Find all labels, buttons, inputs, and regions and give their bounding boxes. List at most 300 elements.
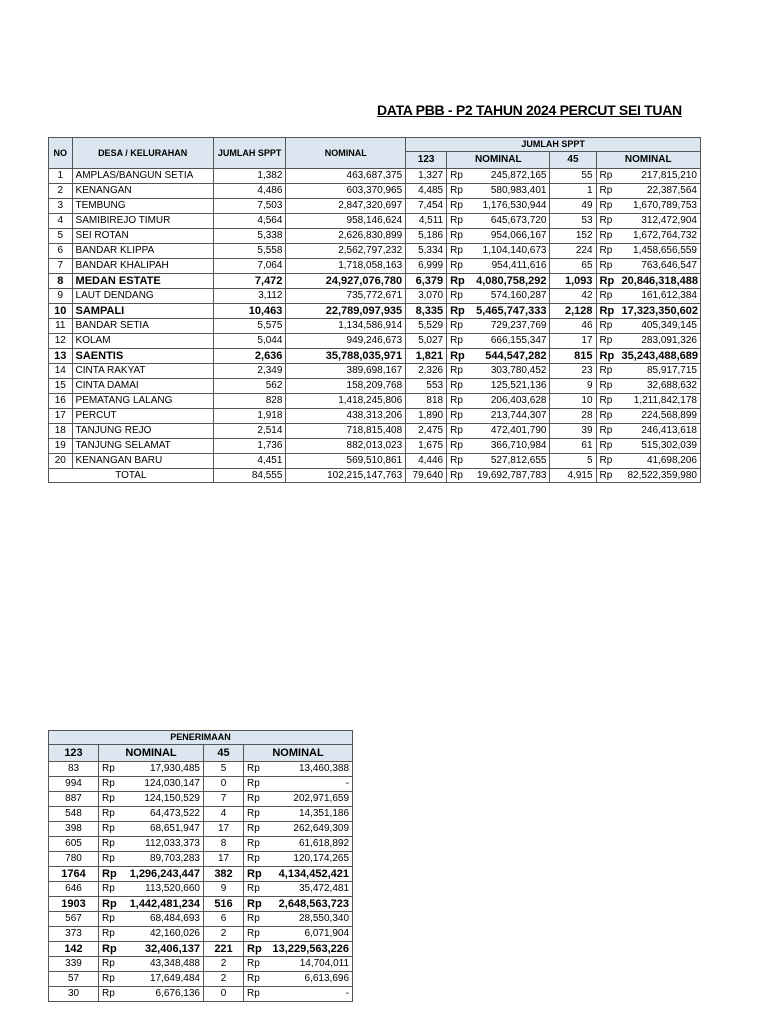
row-nominal-123: 113,520,660: [121, 882, 204, 897]
row-nominal-123: 6,676,136: [121, 987, 204, 1002]
table-row: [49, 214, 701, 229]
row-jumlah-sppt: 4,564: [213, 214, 286, 229]
table-row: [49, 927, 353, 942]
row-currency-45: Rp: [244, 927, 266, 942]
row-nominal-123: 64,473,522: [121, 807, 204, 822]
row-nominal-45: 13,460,388: [266, 762, 353, 777]
row-currency-45: Rp: [244, 837, 266, 852]
row-nominal-45: 32,688,632: [619, 379, 701, 394]
table-row: [49, 184, 701, 199]
row-nominal-45: 763,646,547: [619, 259, 701, 274]
row-desa: BANDAR SETIA: [72, 319, 213, 334]
row-count-123: 605: [49, 837, 99, 852]
row-currency-123: Rp: [99, 822, 121, 837]
row-nominal-45: 224,568,899: [619, 409, 701, 424]
row-currency-123: Rp: [447, 364, 470, 379]
table-row: [49, 259, 701, 274]
row-nominal-45: 161,612,384: [619, 289, 701, 304]
row-no: 5: [49, 229, 73, 244]
row-count-45: 516: [204, 897, 244, 912]
row-no: 15: [49, 379, 73, 394]
row-currency-123: Rp: [447, 334, 470, 349]
row-currency-123: Rp: [99, 942, 121, 957]
row-count-45: 815: [550, 349, 596, 364]
row-count-123: 1,675: [406, 439, 447, 454]
row-nominal-123: 17,930,485: [121, 762, 204, 777]
row-desa: SAMPALI: [72, 304, 213, 319]
table-row: [49, 882, 353, 897]
row-count-45: 49: [550, 199, 596, 214]
table-row: [49, 424, 701, 439]
row-nominal-123: 1,296,243,447: [121, 867, 204, 882]
table-row: [49, 394, 701, 409]
row-desa: KENANGAN: [72, 184, 213, 199]
row-nominal-123: 32,406,137: [121, 942, 204, 957]
row-no: 10: [49, 304, 73, 319]
row-nominal: 2,562,797,232: [286, 244, 406, 259]
row-nominal: 735,772,671: [286, 289, 406, 304]
row-currency-45: Rp: [596, 259, 619, 274]
row-jumlah-sppt: 4,451: [213, 454, 286, 469]
row-jumlah-sppt: 10,463: [213, 304, 286, 319]
header-123: 123: [406, 152, 447, 169]
row-no: 8: [49, 274, 73, 289]
row-count-45: 5: [550, 454, 596, 469]
row-currency-123: Rp: [447, 424, 470, 439]
row-desa: AMPLAS/BANGUN SETIA: [72, 169, 213, 184]
row-count-123: 1903: [49, 897, 99, 912]
header-nominal-45: NOMINAL: [596, 152, 700, 169]
row-currency-123: Rp: [447, 199, 470, 214]
row-jumlah-sppt: 5,338: [213, 229, 286, 244]
row-currency-45: Rp: [596, 349, 619, 364]
row-no: 20: [49, 454, 73, 469]
row-nominal: 438,313,206: [286, 409, 406, 424]
row-nominal: 1,418,245,806: [286, 394, 406, 409]
row-count-45: 152: [550, 229, 596, 244]
header-nominal-123: NOMINAL: [447, 152, 550, 169]
row-nominal-45: 28,550,340: [266, 912, 353, 927]
row-count-123: 4,446: [406, 454, 447, 469]
row-count-45: 28: [550, 409, 596, 424]
table-row: [49, 852, 353, 867]
row-count-123: 339: [49, 957, 99, 972]
row-nominal-123: 112,033,373: [121, 837, 204, 852]
row-nominal: 22,789,097,935: [286, 304, 406, 319]
header-jumlah-sppt: JUMLAH SPPT: [213, 138, 286, 169]
header-no: NO: [49, 138, 73, 169]
table-row: [49, 334, 701, 349]
row-count-45: 9: [550, 379, 596, 394]
row-count-123: 818: [406, 394, 447, 409]
row-jumlah-sppt: 2,349: [213, 364, 286, 379]
row-nominal-123: 366,710,984: [469, 439, 550, 454]
row-nominal-123: 1,176,530,944: [469, 199, 550, 214]
row-currency-123: Rp: [99, 912, 121, 927]
row-nominal-45: 61,618,892: [266, 837, 353, 852]
row-nominal: 158,209,768: [286, 379, 406, 394]
row-nominal-45: 17,323,350,602: [619, 304, 701, 319]
row-currency-45: Rp: [244, 972, 266, 987]
row-nominal-45: 2,648,563,723: [266, 897, 353, 912]
row-count-45: 1: [550, 184, 596, 199]
row-count-45: 0: [204, 777, 244, 792]
row-nominal-45: 14,704,011: [266, 957, 353, 972]
row-jumlah-sppt: 7,472: [213, 274, 286, 289]
row-count-45: 221: [204, 942, 244, 957]
row-currency-123: Rp: [99, 972, 121, 987]
row-count-123: 548: [49, 807, 99, 822]
row-nominal-45: 1,670,789,753: [619, 199, 701, 214]
table-row: [49, 792, 353, 807]
table-row: [49, 807, 353, 822]
row-nominal-45: 41,698,206: [619, 454, 701, 469]
row-count-45: 0: [204, 987, 244, 1002]
row-nominal-45: 120,174,265: [266, 852, 353, 867]
row-nominal: 603,370,965: [286, 184, 406, 199]
row-currency-123: Rp: [447, 439, 470, 454]
row-nominal: 569,510,861: [286, 454, 406, 469]
row-currency-45: Rp: [596, 304, 619, 319]
row-nominal-123: 68,484,693: [121, 912, 204, 927]
row-jumlah-sppt: 2,514: [213, 424, 286, 439]
row-nominal-123: 527,812,655: [469, 454, 550, 469]
row-jumlah-sppt: 1,736: [213, 439, 286, 454]
row-count-123: 994: [49, 777, 99, 792]
row-count-123: 7,454: [406, 199, 447, 214]
row-jumlah-sppt: 1,918: [213, 409, 286, 424]
row-nominal-123: 89,703,283: [121, 852, 204, 867]
row-nominal-45: 1,458,656,559: [619, 244, 701, 259]
table-row: [49, 762, 353, 777]
row-jumlah-sppt: 562: [213, 379, 286, 394]
row-currency-45: Rp: [596, 379, 619, 394]
table-row: [49, 274, 701, 289]
row-count-123: 2,475: [406, 424, 447, 439]
row-nominal: 1,718,058,163: [286, 259, 406, 274]
table-row: [49, 409, 701, 424]
table-row: [49, 364, 701, 379]
row-jumlah-sppt: 2,636: [213, 349, 286, 364]
row-jumlah-sppt: 5,044: [213, 334, 286, 349]
row-count-45: 2: [204, 957, 244, 972]
row-desa: TANJUNG SELAMAT: [72, 439, 213, 454]
row-nominal-45: 405,349,145: [619, 319, 701, 334]
row-count-123: 646: [49, 882, 99, 897]
table-row: [49, 822, 353, 837]
row-nominal-123: 206,403,628: [469, 394, 550, 409]
row-count-123: 3,070: [406, 289, 447, 304]
row-nominal-123: 580,983,401: [469, 184, 550, 199]
row-currency-45: Rp: [596, 394, 619, 409]
pbb-data-table: [48, 137, 701, 483]
row-nominal-123: 245,872,165: [469, 169, 550, 184]
row-currency-45: Rp: [596, 169, 619, 184]
header-45: 45: [204, 745, 244, 762]
row-currency-45: Rp: [244, 852, 266, 867]
header-45: 45: [550, 152, 596, 169]
row-count-123: 887: [49, 792, 99, 807]
row-currency-45: Rp: [244, 777, 266, 792]
table-row: [49, 289, 701, 304]
table-row: [49, 987, 353, 1002]
row-nominal-45: 35,243,488,689: [619, 349, 701, 364]
row-desa: PEMATANG LALANG: [72, 394, 213, 409]
row-count-45: 17: [204, 852, 244, 867]
row-count-123: 142: [49, 942, 99, 957]
row-currency-123: Rp: [99, 927, 121, 942]
row-nominal: 1,134,586,914: [286, 319, 406, 334]
row-currency-123: Rp: [447, 304, 470, 319]
header-group-jumlah-sppt: JUMLAH SPPT: [406, 138, 701, 152]
row-currency-45: Rp: [244, 807, 266, 822]
total-jumlah-sppt: 84,555: [213, 469, 286, 483]
row-no: 4: [49, 214, 73, 229]
row-currency-123: Rp: [447, 409, 470, 424]
row-jumlah-sppt: 4,486: [213, 184, 286, 199]
row-nominal-45: 1,211,842,178: [619, 394, 701, 409]
row-nominal-45: 13,229,563,226: [266, 942, 353, 957]
row-count-123: 83: [49, 762, 99, 777]
row-jumlah-sppt: 5,558: [213, 244, 286, 259]
row-nominal-123: 4,080,758,292: [469, 274, 550, 289]
total-count-123: 79,640: [406, 469, 447, 483]
row-currency-45: Rp: [596, 184, 619, 199]
row-currency-123: Rp: [447, 244, 470, 259]
row-currency-45: Rp: [244, 942, 266, 957]
row-currency-45: Rp: [596, 229, 619, 244]
row-currency-123: Rp: [99, 852, 121, 867]
row-currency-45: Rp: [596, 409, 619, 424]
table-row: [49, 972, 353, 987]
table-row: [49, 319, 701, 334]
table-row: [49, 229, 701, 244]
row-currency-45: Rp: [244, 912, 266, 927]
row-count-123: 398: [49, 822, 99, 837]
row-nominal-45: 312,472,904: [619, 214, 701, 229]
row-currency-45: Rp: [596, 424, 619, 439]
row-nominal-123: 303,780,452: [469, 364, 550, 379]
row-count-45: 17: [550, 334, 596, 349]
row-nominal-45: 202,971,659: [266, 792, 353, 807]
row-currency-123: Rp: [447, 379, 470, 394]
row-currency-45: Rp: [244, 792, 266, 807]
row-count-45: 7: [204, 792, 244, 807]
row-nominal: 949,246,673: [286, 334, 406, 349]
row-nominal-45: 4,134,452,421: [266, 867, 353, 882]
row-desa: PERCUT: [72, 409, 213, 424]
row-desa: LAUT DENDANG: [72, 289, 213, 304]
row-count-45: 65: [550, 259, 596, 274]
row-currency-123: Rp: [99, 957, 121, 972]
row-currency-45: Rp: [244, 987, 266, 1002]
header-nominal-123: NOMINAL: [99, 745, 204, 762]
header-penerimaan: PENERIMAAN: [49, 731, 353, 745]
row-count-123: 4,485: [406, 184, 447, 199]
row-count-123: 567: [49, 912, 99, 927]
row-currency-123: Rp: [447, 214, 470, 229]
row-count-45: 382: [204, 867, 244, 882]
total-row: [49, 469, 701, 483]
row-currency-123: Rp: [447, 454, 470, 469]
row-no: 13: [49, 349, 73, 364]
row-desa: BANDAR KLIPPA: [72, 244, 213, 259]
row-no: 16: [49, 394, 73, 409]
row-currency-45: Rp: [596, 364, 619, 379]
row-count-123: 1,327: [406, 169, 447, 184]
total-currency-123: Rp: [447, 469, 470, 483]
row-jumlah-sppt: 7,503: [213, 199, 286, 214]
row-nominal-45: 283,091,326: [619, 334, 701, 349]
row-nominal-45: 6,071,904: [266, 927, 353, 942]
total-label: TOTAL: [49, 469, 214, 483]
row-count-123: 553: [406, 379, 447, 394]
row-currency-123: Rp: [447, 319, 470, 334]
row-currency-45: Rp: [244, 822, 266, 837]
table-row: [49, 897, 353, 912]
row-desa: CINTA RAKYAT: [72, 364, 213, 379]
row-currency-123: Rp: [99, 792, 121, 807]
row-nominal-123: 5,465,747,333: [469, 304, 550, 319]
row-nominal-123: 666,155,347: [469, 334, 550, 349]
row-currency-45: Rp: [596, 199, 619, 214]
row-nominal: 882,013,023: [286, 439, 406, 454]
row-count-123: 2,326: [406, 364, 447, 379]
table-row: [49, 379, 701, 394]
table-row: [49, 454, 701, 469]
row-no: 9: [49, 289, 73, 304]
row-count-123: 5,529: [406, 319, 447, 334]
row-nominal-123: 1,104,140,673: [469, 244, 550, 259]
row-currency-123: Rp: [447, 229, 470, 244]
row-no: 11: [49, 319, 73, 334]
row-nominal-123: 645,673,720: [469, 214, 550, 229]
table-row: [49, 304, 701, 319]
row-nominal-123: 472,401,790: [469, 424, 550, 439]
row-nominal: 24,927,076,780: [286, 274, 406, 289]
row-jumlah-sppt: 3,112: [213, 289, 286, 304]
row-currency-45: Rp: [596, 319, 619, 334]
row-currency-123: Rp: [99, 897, 121, 912]
table-row: [49, 199, 701, 214]
row-count-45: 55: [550, 169, 596, 184]
row-no: 6: [49, 244, 73, 259]
row-desa: BANDAR KHALIPAH: [72, 259, 213, 274]
row-nominal-123: 1,442,481,234: [121, 897, 204, 912]
row-nominal-45: 515,302,039: [619, 439, 701, 454]
row-desa: CINTA DAMAI: [72, 379, 213, 394]
header-nominal-45: NOMINAL: [244, 745, 353, 762]
table-row: [49, 169, 701, 184]
row-count-45: 23: [550, 364, 596, 379]
row-currency-123: Rp: [447, 184, 470, 199]
row-count-45: 61: [550, 439, 596, 454]
row-currency-123: Rp: [99, 837, 121, 852]
row-desa: KENANGAN BARU: [72, 454, 213, 469]
row-desa: TANJUNG REJO: [72, 424, 213, 439]
row-count-123: 57: [49, 972, 99, 987]
row-nominal-45: 35,472,481: [266, 882, 353, 897]
row-nominal-45: 14,351,186: [266, 807, 353, 822]
row-count-123: 1,821: [406, 349, 447, 364]
row-nominal-123: 125,521,136: [469, 379, 550, 394]
row-currency-45: Rp: [244, 957, 266, 972]
row-nominal-123: 68,651,947: [121, 822, 204, 837]
row-nominal-123: 124,030,147: [121, 777, 204, 792]
total-nominal-45: 82,522,359,980: [619, 469, 701, 483]
row-nominal-123: 954,411,616: [469, 259, 550, 274]
row-currency-123: Rp: [99, 987, 121, 1002]
document-title: DATA PBB - P2 TAHUN 2024 PERCUT SEI TUAN: [377, 102, 682, 118]
row-nominal-45: -: [266, 987, 353, 1002]
row-count-45: 42: [550, 289, 596, 304]
row-desa: TEMBUNG: [72, 199, 213, 214]
total-currency-45: Rp: [596, 469, 619, 483]
row-nominal: 389,698,167: [286, 364, 406, 379]
row-currency-45: Rp: [244, 882, 266, 897]
row-currency-123: Rp: [99, 882, 121, 897]
row-count-45: 6: [204, 912, 244, 927]
row-currency-123: Rp: [447, 259, 470, 274]
row-desa: SAMIBIREJO TIMUR: [72, 214, 213, 229]
table-row: [49, 942, 353, 957]
row-jumlah-sppt: 5,575: [213, 319, 286, 334]
row-nominal-45: 85,917,715: [619, 364, 701, 379]
row-count-123: 6,999: [406, 259, 447, 274]
row-currency-123: Rp: [99, 867, 121, 882]
row-count-123: 8,335: [406, 304, 447, 319]
row-currency-123: Rp: [99, 807, 121, 822]
row-currency-45: Rp: [596, 289, 619, 304]
row-count-45: 17: [204, 822, 244, 837]
row-count-45: 2,128: [550, 304, 596, 319]
row-currency-123: Rp: [447, 349, 470, 364]
row-nominal-123: 43,348,488: [121, 957, 204, 972]
row-count-45: 9: [204, 882, 244, 897]
row-currency-123: Rp: [99, 777, 121, 792]
row-no: 14: [49, 364, 73, 379]
row-count-45: 39: [550, 424, 596, 439]
row-currency-45: Rp: [596, 334, 619, 349]
row-count-45: 2: [204, 927, 244, 942]
table-row: [49, 867, 353, 882]
row-no: 3: [49, 199, 73, 214]
penerimaan-table: [48, 730, 353, 1002]
row-jumlah-sppt: 828: [213, 394, 286, 409]
row-count-45: 53: [550, 214, 596, 229]
row-currency-123: Rp: [99, 762, 121, 777]
row-currency-45: Rp: [244, 897, 266, 912]
row-nominal: 463,687,375: [286, 169, 406, 184]
header-nominal: NOMINAL: [286, 138, 406, 169]
row-count-123: 5,027: [406, 334, 447, 349]
row-nominal-45: 22,387,564: [619, 184, 701, 199]
table-row: [49, 349, 701, 364]
table-row: [49, 837, 353, 852]
row-count-45: 8: [204, 837, 244, 852]
table-row: [49, 439, 701, 454]
row-desa: SAENTIS: [72, 349, 213, 364]
row-count-123: 4,511: [406, 214, 447, 229]
row-currency-123: Rp: [447, 289, 470, 304]
table-row: [49, 777, 353, 792]
row-no: 1: [49, 169, 73, 184]
row-nominal-45: 1,672,764,732: [619, 229, 701, 244]
row-currency-45: Rp: [596, 274, 619, 289]
row-count-123: 1764: [49, 867, 99, 882]
row-count-123: 5,334: [406, 244, 447, 259]
row-nominal: 958,146,624: [286, 214, 406, 229]
